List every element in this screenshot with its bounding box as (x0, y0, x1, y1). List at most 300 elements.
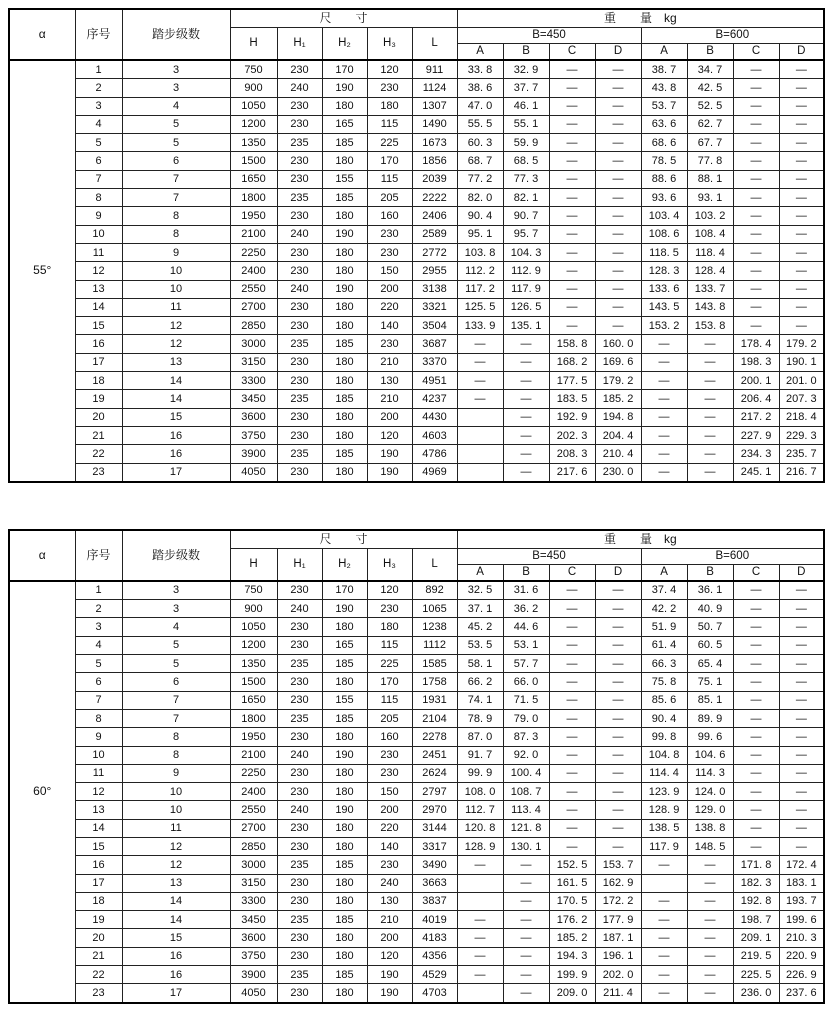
cell-H3: 225 (367, 655, 412, 673)
cell-serial: 22 (75, 966, 122, 984)
cell-H1: 235 (277, 709, 322, 727)
cell-b600-A: 153. 2 (641, 317, 687, 335)
cell-b600-C: — (733, 79, 779, 97)
cell-H: 1800 (230, 709, 277, 727)
cell-b600-A: 117. 9 (641, 837, 687, 855)
cell-b600-C: 219. 5 (733, 947, 779, 965)
cell-b450-D: — (595, 243, 641, 261)
cell-H3: 120 (367, 581, 412, 600)
table-row (9, 709, 824, 727)
cell-b450-A: 112. 7 (457, 801, 503, 819)
cell-b450-D: — (595, 783, 641, 801)
cell-H3: 115 (367, 636, 412, 654)
cell-b450-C: 158. 8 (549, 335, 595, 353)
cell-H1: 235 (277, 655, 322, 673)
cell-b600-C: 234. 3 (733, 445, 779, 463)
table-row (9, 874, 824, 892)
table-row (9, 152, 824, 170)
cell-H1: 230 (277, 728, 322, 746)
cell-steps: 8 (122, 728, 230, 746)
cell-H1: 230 (277, 581, 322, 600)
cell-L: 2406 (412, 207, 457, 225)
cell-b600-B: 133. 7 (687, 280, 733, 298)
table-body-55 (9, 60, 824, 482)
cell-H: 750 (230, 581, 277, 600)
cell-b600-A: — (641, 463, 687, 482)
cell-b600-A: 108. 6 (641, 225, 687, 243)
cell-b600-B: 153. 8 (687, 317, 733, 335)
cell-b600-C: — (733, 262, 779, 280)
cell-b450-C: — (549, 262, 595, 280)
cell-H2: 155 (322, 691, 367, 709)
table-row (9, 390, 824, 408)
cell-b600-B: 99. 6 (687, 728, 733, 746)
cell-steps: 6 (122, 152, 230, 170)
cell-H: 1650 (230, 170, 277, 188)
cell-b450-A: 74. 1 (457, 691, 503, 709)
cell-H3: 115 (367, 170, 412, 188)
cell-b450-B: 100. 4 (503, 764, 549, 782)
cell-H1: 235 (277, 134, 322, 152)
cell-H1: 230 (277, 243, 322, 261)
cell-b600-B: — (687, 911, 733, 929)
cell-b600-D: — (779, 600, 824, 618)
cell-H1: 230 (277, 783, 322, 801)
alpha-value: 55° (9, 60, 75, 482)
cell-b450-A (457, 408, 503, 426)
cell-H: 3900 (230, 966, 277, 984)
cell-L: 1238 (412, 618, 457, 636)
cell-b600-A: 123. 9 (641, 783, 687, 801)
cell-b450-B: — (503, 929, 549, 947)
cell-b600-B: — (687, 947, 733, 965)
cell-b600-A: 61. 4 (641, 636, 687, 654)
cell-b450-D: 160. 0 (595, 335, 641, 353)
cell-b600-C: — (733, 60, 779, 79)
cell-b450-B: — (503, 335, 549, 353)
cell-H3: 210 (367, 390, 412, 408)
cell-b450-B: — (503, 892, 549, 910)
table-body-60 (9, 581, 824, 1003)
cell-b450-A: 103. 8 (457, 243, 503, 261)
cell-H2: 185 (322, 445, 367, 463)
cell-H: 900 (230, 79, 277, 97)
cell-serial: 11 (75, 243, 122, 261)
cell-L: 3138 (412, 280, 457, 298)
cell-H: 1350 (230, 134, 277, 152)
cell-b600-C: 206. 4 (733, 390, 779, 408)
cell-H1: 230 (277, 984, 322, 1003)
cell-b600-D: — (779, 801, 824, 819)
cell-b450-D: — (595, 746, 641, 764)
cell-b600-C: — (733, 837, 779, 855)
cell-b600-B: 50. 7 (687, 618, 733, 636)
cell-b600-C: — (733, 134, 779, 152)
cell-b450-C: — (549, 783, 595, 801)
cell-b450-A: 91. 7 (457, 746, 503, 764)
cell-steps: 5 (122, 655, 230, 673)
cell-b600-D: — (779, 207, 824, 225)
table-row (9, 764, 824, 782)
cell-b450-A: 47. 0 (457, 97, 503, 115)
cell-serial: 12 (75, 262, 122, 280)
cell-b450-B: 36. 2 (503, 600, 549, 618)
cell-b600-D: — (779, 189, 824, 207)
col-header-H2: H₂ (322, 548, 367, 581)
cell-steps: 12 (122, 335, 230, 353)
cell-b600-D: — (779, 764, 824, 782)
cell-serial: 16 (75, 856, 122, 874)
cell-b600-A: 43. 8 (641, 79, 687, 97)
cell-L: 4786 (412, 445, 457, 463)
cell-L: 2797 (412, 783, 457, 801)
cell-serial: 9 (75, 207, 122, 225)
cell-b450-C: 217. 6 (549, 463, 595, 482)
table-row (9, 97, 824, 115)
cell-b600-B: — (687, 929, 733, 947)
cell-b450-A (457, 463, 503, 482)
cell-steps: 12 (122, 317, 230, 335)
cell-b450-A: 55. 5 (457, 115, 503, 133)
cell-serial: 3 (75, 618, 122, 636)
cell-H: 900 (230, 600, 277, 618)
cell-b450-D: — (595, 207, 641, 225)
cell-b450-B: 55. 1 (503, 115, 549, 133)
cell-steps: 17 (122, 984, 230, 1003)
cell-H2: 180 (322, 984, 367, 1003)
cell-b450-D: — (595, 79, 641, 97)
cell-H: 2550 (230, 280, 277, 298)
col-header-b600-D: D (779, 44, 824, 61)
cell-H1: 235 (277, 966, 322, 984)
cell-H2: 185 (322, 966, 367, 984)
cell-H1: 235 (277, 390, 322, 408)
cell-serial: 10 (75, 746, 122, 764)
cell-steps: 3 (122, 60, 230, 79)
cell-b600-D: 237. 6 (779, 984, 824, 1003)
cell-H2: 190 (322, 79, 367, 97)
cell-H: 1050 (230, 97, 277, 115)
cell-b450-B: 57. 7 (503, 655, 549, 673)
cell-b600-B: — (687, 390, 733, 408)
cell-serial: 13 (75, 280, 122, 298)
table-row (9, 636, 824, 654)
cell-b600-B: 77. 8 (687, 152, 733, 170)
cell-H: 1350 (230, 655, 277, 673)
cell-L: 2039 (412, 170, 457, 188)
cell-steps: 8 (122, 225, 230, 243)
group-header-b600: B=600 (641, 28, 824, 44)
cell-H2: 180 (322, 353, 367, 371)
cell-b600-C: 225. 5 (733, 966, 779, 984)
cell-H3: 200 (367, 408, 412, 426)
cell-H1: 235 (277, 445, 322, 463)
cell-b600-C: — (733, 764, 779, 782)
cell-H3: 220 (367, 819, 412, 837)
cell-H3: 210 (367, 911, 412, 929)
cell-H3: 120 (367, 426, 412, 444)
cell-b600-D: 235. 7 (779, 445, 824, 463)
cell-b450-A: 82. 0 (457, 189, 503, 207)
cell-b600-B: 89. 9 (687, 709, 733, 727)
cell-H: 2250 (230, 243, 277, 261)
cell-b450-C: 202. 3 (549, 426, 595, 444)
cell-steps: 14 (122, 911, 230, 929)
cell-steps: 7 (122, 691, 230, 709)
cell-b600-B: — (687, 966, 733, 984)
cell-H: 3600 (230, 929, 277, 947)
cell-serial: 21 (75, 947, 122, 965)
cell-serial: 17 (75, 874, 122, 892)
cell-L: 3663 (412, 874, 457, 892)
cell-b450-C: — (549, 189, 595, 207)
cell-b600-B: 60. 5 (687, 636, 733, 654)
cell-b600-D: 229. 3 (779, 426, 824, 444)
cell-b450-C: — (549, 243, 595, 261)
cell-b600-A: 104. 8 (641, 746, 687, 764)
cell-H2: 190 (322, 225, 367, 243)
cell-H1: 240 (277, 746, 322, 764)
col-header-b600-A: A (641, 44, 687, 61)
cell-b600-A: 38. 7 (641, 60, 687, 79)
table-row (9, 463, 824, 482)
cell-b600-C: — (733, 618, 779, 636)
col-header-H1: H₁ (277, 28, 322, 61)
cell-L: 4969 (412, 463, 457, 482)
cell-b600-D: — (779, 262, 824, 280)
cell-steps: 17 (122, 463, 230, 482)
group-header-weight: 重 量 kg (457, 530, 824, 549)
table-row (9, 60, 824, 79)
table-row (9, 170, 824, 188)
cell-b600-D: — (779, 170, 824, 188)
table-row (9, 298, 824, 316)
cell-H: 2700 (230, 819, 277, 837)
cell-b600-D: 179. 2 (779, 335, 824, 353)
cell-L: 2451 (412, 746, 457, 764)
col-header-H3: H₃ (367, 548, 412, 581)
cell-serial: 7 (75, 691, 122, 709)
cell-b600-B: 114. 3 (687, 764, 733, 782)
cell-b600-C: 198. 7 (733, 911, 779, 929)
cell-b450-C: — (549, 115, 595, 133)
cell-b600-B: — (687, 874, 733, 892)
cell-b450-A: 66. 2 (457, 673, 503, 691)
cell-b450-B: — (503, 874, 549, 892)
cell-H2: 180 (322, 298, 367, 316)
cell-b600-A: — (641, 353, 687, 371)
cell-b450-C: — (549, 746, 595, 764)
group-header-b450: B=450 (457, 548, 641, 564)
cell-b600-B: 40. 9 (687, 600, 733, 618)
cell-H3: 120 (367, 60, 412, 79)
cell-b600-A: 75. 8 (641, 673, 687, 691)
cell-serial: 6 (75, 673, 122, 691)
cell-steps: 11 (122, 819, 230, 837)
cell-H: 1500 (230, 673, 277, 691)
table-row (9, 115, 824, 133)
cell-serial: 15 (75, 317, 122, 335)
cell-H2: 165 (322, 115, 367, 133)
cell-b450-B: 68. 5 (503, 152, 549, 170)
cell-b450-A: 120. 8 (457, 819, 503, 837)
cell-b600-B: — (687, 445, 733, 463)
cell-b450-B: 79. 0 (503, 709, 549, 727)
cell-H2: 180 (322, 929, 367, 947)
cell-b450-D: — (595, 60, 641, 79)
cell-b450-C: 183. 5 (549, 390, 595, 408)
cell-b600-B: 62. 7 (687, 115, 733, 133)
cell-serial: 16 (75, 335, 122, 353)
table-row (9, 746, 824, 764)
cell-b600-C: — (733, 728, 779, 746)
cell-steps: 10 (122, 280, 230, 298)
cell-b450-C: 194. 3 (549, 947, 595, 965)
cell-H3: 150 (367, 262, 412, 280)
cell-H: 1800 (230, 189, 277, 207)
cell-H2: 170 (322, 60, 367, 79)
cell-b450-C: 185. 2 (549, 929, 595, 947)
cell-H: 1200 (230, 636, 277, 654)
cell-L: 4951 (412, 372, 457, 390)
cell-H1: 235 (277, 335, 322, 353)
cell-b600-C: — (733, 97, 779, 115)
cell-serial: 13 (75, 801, 122, 819)
cell-b450-B: — (503, 856, 549, 874)
cell-H1: 240 (277, 600, 322, 618)
cell-serial: 10 (75, 225, 122, 243)
cell-H: 1200 (230, 115, 277, 133)
cell-b450-D: — (595, 600, 641, 618)
table-row (9, 408, 824, 426)
cell-L: 2222 (412, 189, 457, 207)
cell-H3: 160 (367, 728, 412, 746)
cell-H3: 170 (367, 673, 412, 691)
cell-H3: 200 (367, 801, 412, 819)
cell-H2: 185 (322, 189, 367, 207)
cell-steps: 4 (122, 97, 230, 115)
cell-b600-C: — (733, 655, 779, 673)
cell-b600-A: 78. 5 (641, 152, 687, 170)
cell-H1: 230 (277, 97, 322, 115)
cell-b450-D: — (595, 581, 641, 600)
cell-L: 3490 (412, 856, 457, 874)
cell-H: 3450 (230, 390, 277, 408)
cell-b450-B: — (503, 390, 549, 408)
cell-b450-D: — (595, 618, 641, 636)
spec-table-60 (8, 529, 825, 1004)
cell-b450-B: 108. 7 (503, 783, 549, 801)
cell-b450-A: — (457, 856, 503, 874)
cell-serial: 18 (75, 892, 122, 910)
table-header (9, 9, 824, 60)
cell-steps: 14 (122, 372, 230, 390)
cell-b450-D: — (595, 298, 641, 316)
table-row (9, 728, 824, 746)
cell-H: 2700 (230, 298, 277, 316)
cell-b600-D: 216. 7 (779, 463, 824, 482)
cell-b450-B: 92. 0 (503, 746, 549, 764)
cell-b450-D: — (595, 655, 641, 673)
cell-b600-D: — (779, 115, 824, 133)
cell-b450-C: 177. 5 (549, 372, 595, 390)
cell-H3: 190 (367, 984, 412, 1003)
cell-b450-D: — (595, 764, 641, 782)
cell-serial: 19 (75, 390, 122, 408)
cell-b600-B: 103. 2 (687, 207, 733, 225)
cell-H2: 180 (322, 152, 367, 170)
cell-H2: 180 (322, 947, 367, 965)
col-header-b450-D: D (595, 564, 641, 581)
cell-b450-D: 185. 2 (595, 390, 641, 408)
cell-b450-A: 45. 2 (457, 618, 503, 636)
cell-b600-D: — (779, 298, 824, 316)
cell-H1: 230 (277, 947, 322, 965)
cell-b600-B: 104. 6 (687, 746, 733, 764)
cell-H3: 130 (367, 892, 412, 910)
cell-steps: 7 (122, 709, 230, 727)
cell-H1: 230 (277, 298, 322, 316)
cell-b450-B: 113. 4 (503, 801, 549, 819)
cell-b600-A: 42. 2 (641, 600, 687, 618)
cell-b450-C: — (549, 134, 595, 152)
cell-L: 4603 (412, 426, 457, 444)
cell-H2: 180 (322, 819, 367, 837)
cell-H1: 230 (277, 691, 322, 709)
cell-H2: 180 (322, 317, 367, 335)
cell-H3: 230 (367, 225, 412, 243)
col-header-serial: 序号 (75, 9, 122, 60)
cell-H3: 120 (367, 947, 412, 965)
table-row (9, 225, 824, 243)
table-row (9, 262, 824, 280)
cell-b600-A: 99. 8 (641, 728, 687, 746)
cell-H3: 200 (367, 280, 412, 298)
cell-b600-D: 201. 0 (779, 372, 824, 390)
table-row (9, 189, 824, 207)
cell-b450-B: 104. 3 (503, 243, 549, 261)
cell-H2: 180 (322, 262, 367, 280)
cell-b450-B: — (503, 984, 549, 1003)
cell-b600-B: — (687, 426, 733, 444)
cell-steps: 14 (122, 892, 230, 910)
cell-H2: 185 (322, 709, 367, 727)
table-row (9, 134, 824, 152)
cell-b600-D: — (779, 618, 824, 636)
cell-b450-D: 162. 9 (595, 874, 641, 892)
cell-H1: 240 (277, 801, 322, 819)
cell-steps: 16 (122, 947, 230, 965)
cell-b600-B: 138. 8 (687, 819, 733, 837)
cell-b450-C: — (549, 298, 595, 316)
cell-H3: 140 (367, 317, 412, 335)
cell-L: 4430 (412, 408, 457, 426)
cell-b600-A: — (641, 390, 687, 408)
cell-b450-D: 202. 0 (595, 966, 641, 984)
cell-L: 4019 (412, 911, 457, 929)
cell-H3: 180 (367, 97, 412, 115)
cell-b450-A: — (457, 911, 503, 929)
cell-L: 3837 (412, 892, 457, 910)
cell-b450-B: — (503, 966, 549, 984)
cell-b450-C: — (549, 280, 595, 298)
cell-b450-B: — (503, 463, 549, 482)
cell-b450-C: 176. 2 (549, 911, 595, 929)
cell-b450-A: — (457, 947, 503, 965)
cell-b450-D: — (595, 280, 641, 298)
cell-H3: 230 (367, 856, 412, 874)
cell-b600-C: 227. 9 (733, 426, 779, 444)
